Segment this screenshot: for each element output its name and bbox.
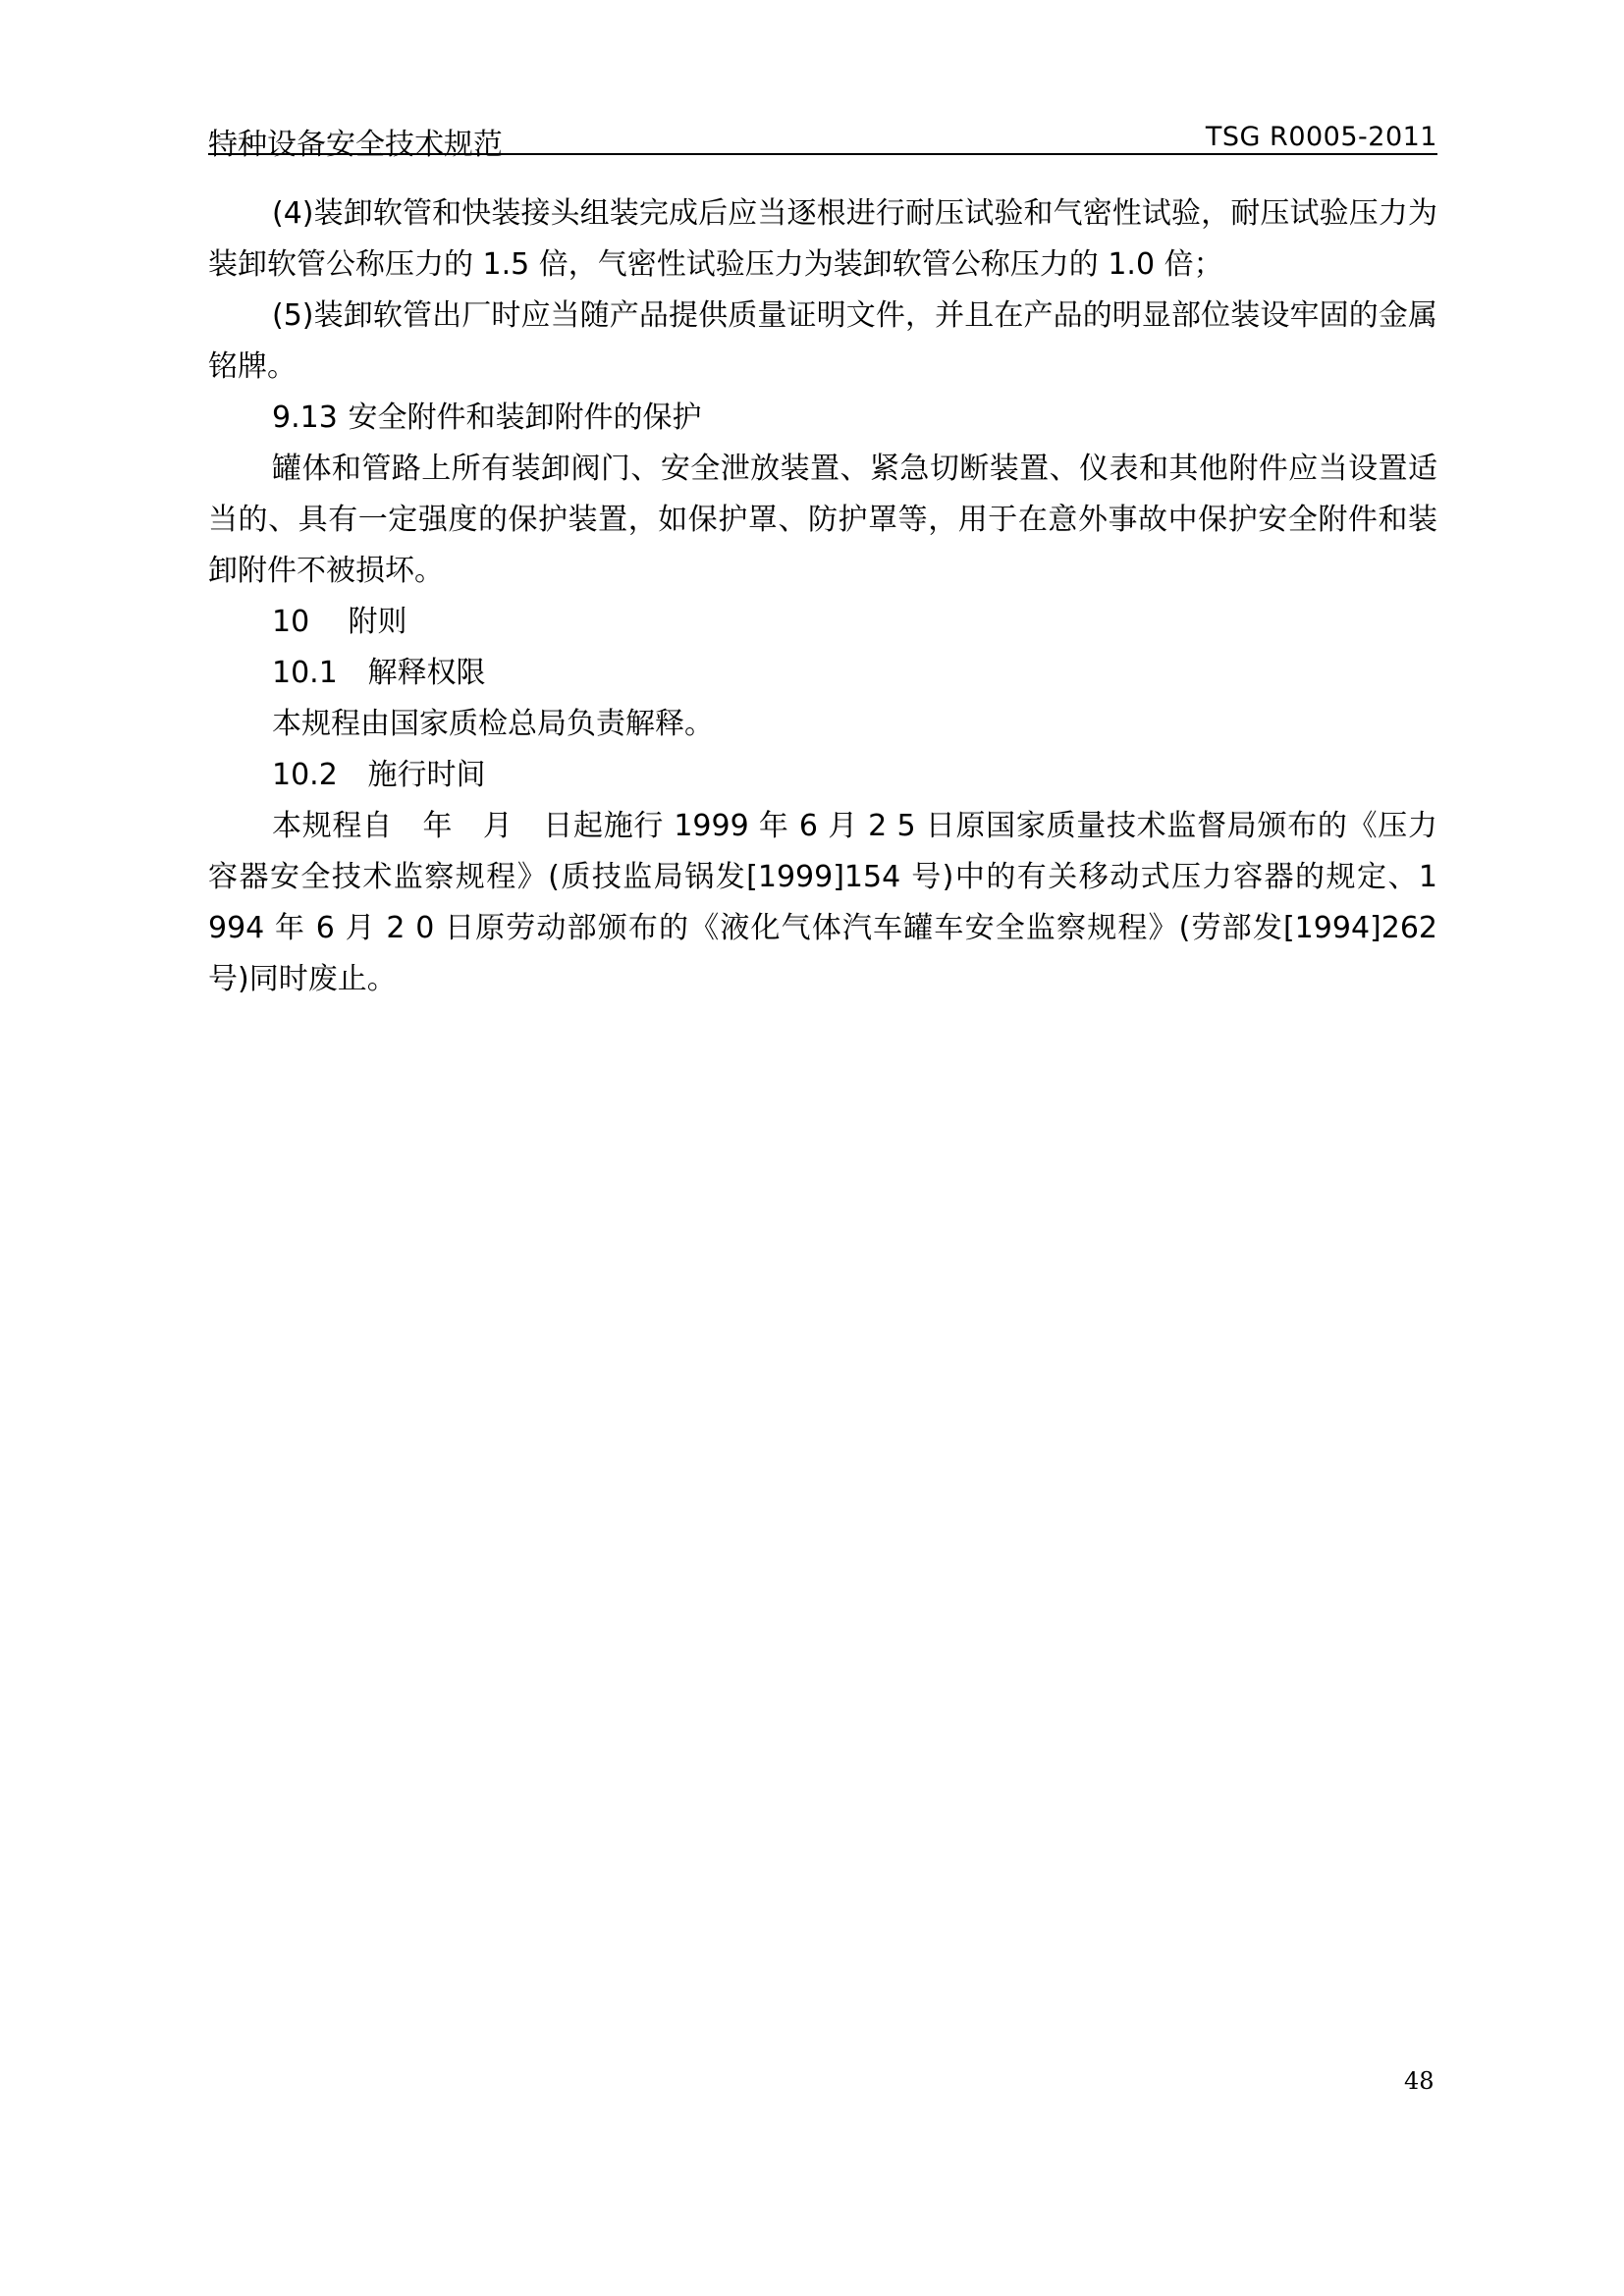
- page-number: 48: [1404, 2067, 1435, 2095]
- paragraph-item-4: (4)装卸软管和快装接头组装完成后应当逐根进行耐压试验和气密性试验，耐压试验压力为装卸软管公称压力的 1.5 倍，气密性试验压力为装卸软管公称压力的 1.0 倍；: [208, 196, 1437, 282]
- header-title: 特种设备安全技术规范: [208, 128, 503, 162]
- document-body: [208, 188, 1437, 1005]
- section-heading-9-13: [208, 393, 1437, 444]
- section-title: 安全附件和装卸附件的保护: [348, 400, 702, 435]
- header-rule: [208, 153, 1437, 155]
- section-title: 解释权限: [367, 656, 486, 690]
- section-number: 10.1: [272, 656, 338, 690]
- section-heading-10: [208, 597, 1437, 648]
- section-title: 附则: [348, 605, 407, 639]
- header-code: TSG R0005-2011: [1205, 122, 1437, 152]
- section-heading-10-1: [208, 648, 1437, 699]
- paragraph-item-5: (5)装卸软管出厂时应当随产品提供质量证明文件，并且在产品的明显部位装设牢固的金属铭牌。: [208, 298, 1437, 384]
- section-number: 10.2: [272, 758, 338, 792]
- page-header: [208, 116, 1437, 162]
- section-body-10-2: 本规程自 年 月 日起施行 1999 年 6 月 2 5 日原国家质量技术监督局颁布的《压力容器安全技术监察规程》(质技监局锅发[1999]154 号)中的有关移动式压力容器的规定、1 994 年 6 月 2 0 日原劳动部颁布的《液化气体汽车罐车安全监察规程》(劳部发[1994]262 号)同时废止。: [208, 809, 1437, 996]
- section-number: 10: [272, 605, 310, 639]
- section-number: 9.13: [272, 400, 338, 435]
- section-body-10-1: 本规程由国家质检总局负责解释。: [272, 707, 714, 741]
- section-heading-10-2: [208, 750, 1437, 801]
- section-body-9-13: 罐体和管路上所有装卸阀门、安全泄放装置、紧急切断装置、仪表和其他附件应当设置适当的、具有一定强度的保护装置，如保护罩、防护罩等，用于在意外事故中保护安全附件和装卸附件不被损坏。: [208, 452, 1437, 588]
- section-title: 施行时间: [367, 758, 486, 792]
